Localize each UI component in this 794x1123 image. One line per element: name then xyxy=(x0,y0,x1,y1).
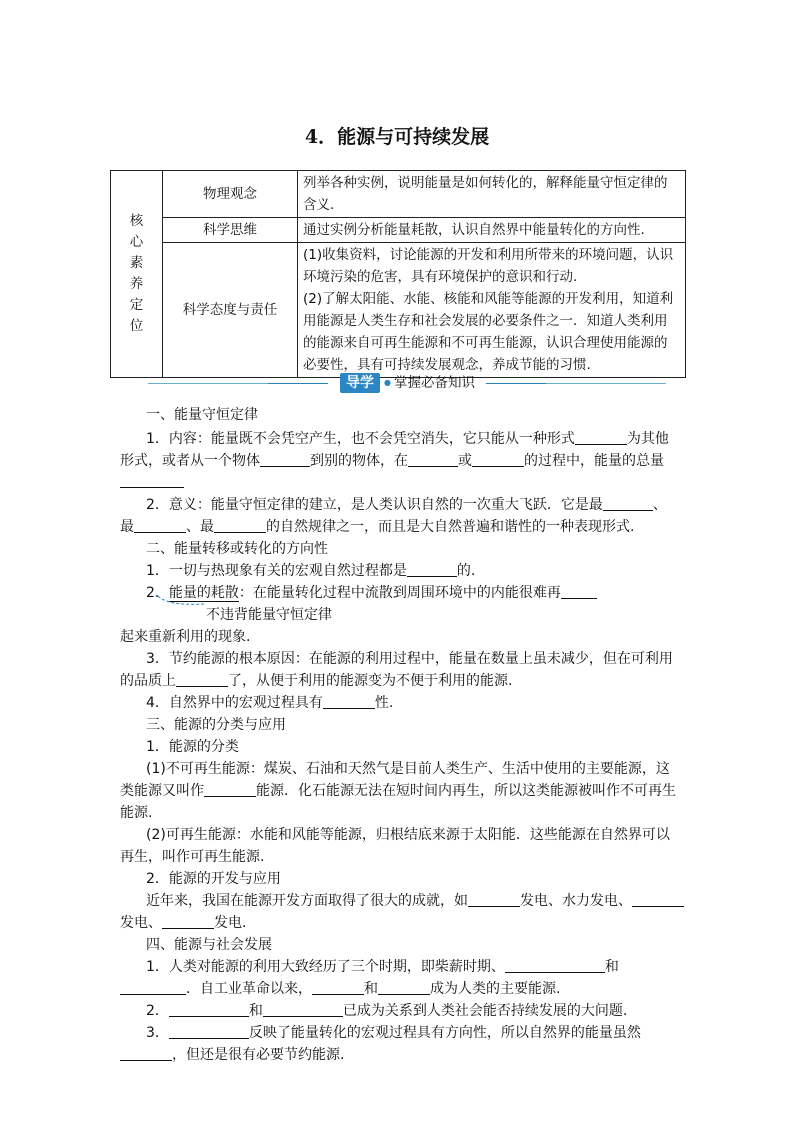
section-heading: 一、能量守恒定律 xyxy=(146,407,258,423)
paragraph-line: 发电、 发电. xyxy=(120,915,247,931)
bullet-dot-icon: ● xyxy=(384,378,391,387)
answer-blank[interactable] xyxy=(169,1001,249,1017)
answer-blank[interactable] xyxy=(561,583,597,599)
banner-rule-left xyxy=(148,383,268,384)
description-physics-concept: 列举各种实例，说明能量是如何转化的，解释能量守恒定律的 含义. xyxy=(298,171,686,218)
answer-blank[interactable] xyxy=(632,891,684,907)
banner-rule-right-dark xyxy=(486,383,546,384)
paragraph-line: 2．能量的耗散：在能量转化过程中流散到周围环境中的内能很难再 xyxy=(146,582,597,602)
answer-blank[interactable] xyxy=(603,495,653,511)
answer-blank[interactable] xyxy=(169,1023,249,1039)
paragraph-line: (1)不可再生能源：煤炭、石油和天然气是目前人类生产、生活中使用的主要能源，这 xyxy=(146,761,670,777)
banner-tag: 导学 xyxy=(340,373,380,393)
paragraph-line: 1．内容：能量既不会凭空产生，也不会凭空消失，它只能从一种形式 为其他 xyxy=(146,431,669,447)
paragraph-line: 2． 和 已成为关系到人类社会能否持续发展的大问题. xyxy=(146,1003,628,1019)
banner-rule-right xyxy=(546,383,666,384)
paragraph-line: 近年来，我国在能源开发方面取得了很大的成就，如 发电、水力发电、 xyxy=(146,890,684,910)
answer-blank[interactable] xyxy=(312,979,364,995)
paragraph-line: (2)可再生能源：水能和风能等能源，归根结底来源于太阳能．这些能源在自然界可以 xyxy=(146,827,670,843)
answer-blank[interactable] xyxy=(263,1001,343,1017)
paragraph-line: 1．人类对能源的利用大致经历了三个时期，即柴薪时期、 和 xyxy=(146,959,619,975)
category-physics-concept: 物理观念 xyxy=(163,171,298,218)
answer-blank[interactable] xyxy=(575,429,627,445)
subheading: 2．能源的开发与应用 xyxy=(146,871,281,887)
core-literacy-table xyxy=(110,170,686,378)
paragraph-line: ．自工业革命以来， 和 成为人类的主要能源. xyxy=(120,978,560,998)
annotation-arrow-icon xyxy=(156,596,208,612)
answer-blank[interactable] xyxy=(468,891,520,907)
page-title: 4．能源与可持续发展 xyxy=(304,126,490,148)
key-term: 能量的耗散 xyxy=(168,585,239,601)
answer-blank[interactable] xyxy=(204,781,256,797)
paragraph-line: 最 、最 的自然规律之一，而且是大自然普遍和谐性的一种表现形式. xyxy=(120,519,635,535)
answer-blank[interactable] xyxy=(472,451,524,467)
paragraph-line: 形式，或者从一个物体 到别的物体，在 或 的过程中，能量的总量 xyxy=(120,453,664,469)
paragraph-line: 再生，叫作可再生能源. xyxy=(120,849,265,865)
answer-blank[interactable] xyxy=(120,472,184,488)
answer-blank[interactable] xyxy=(260,451,310,467)
description-scientific-attitude: (1)收集资料，讨论能源的开发和利用所带来的环境问题，认识 环境污染的危害，具有环境保护的意识和行动. (2)了解太阳能、水能、核能和风能等能源的开发利用，知道利 用能源是人类生存和社会发展的必要条件之一．知道人类利用 的能源来自可再生能源和不可再生能源，认识合理使用能源的 必要性，具有可持续发展观念，养成节能的习惯. xyxy=(298,243,686,378)
paragraph-line: 3．节约能源的根本原因：在能源的利用过程中，能量在数量上虽未减少，但在可利用 xyxy=(146,651,673,667)
section-heading: 四、能源与社会发展 xyxy=(146,937,272,953)
paragraph-line: 4．自然界中的宏观过程具有 性. xyxy=(146,695,394,711)
paragraph-line: 3． 反映了能量转化的宏观过程具有方向性，所以自然界的能量虽然 xyxy=(146,1025,641,1041)
annotation-note: 不违背能量守恒定律 xyxy=(206,604,332,624)
paragraph-line: 的品质上 了，从便于利用的能源变为不便于利用的能源. xyxy=(120,673,513,689)
paragraph-line: 起来重新利用的现象. xyxy=(120,629,251,645)
paragraph-line xyxy=(120,472,184,490)
description-scientific-thinking: 通过实例分析能量耗散，认识自然界中能量转化的方向性. xyxy=(298,218,686,243)
banner-subtitle: 掌握必备知识 xyxy=(394,375,475,391)
category-scientific-attitude: 科学态度与责任 xyxy=(163,243,298,378)
answer-blank[interactable] xyxy=(214,517,266,533)
answer-blank[interactable] xyxy=(162,913,214,929)
answer-blank[interactable] xyxy=(407,561,457,577)
answer-blank[interactable] xyxy=(505,957,605,973)
answer-blank[interactable] xyxy=(134,517,186,533)
paragraph-line: 1．一切与热现象有关的宏观自然过程都是 的. xyxy=(146,563,476,579)
banner-rule-left-dark xyxy=(268,383,328,384)
paragraph-line: 能源. xyxy=(120,805,153,821)
answer-blank[interactable] xyxy=(176,671,228,687)
paragraph-line: 类能源又叫作 能源．化石能源无法在短时间内再生，所以这类能源被叫作不可再生 xyxy=(120,783,676,799)
section-heading: 二、能量转移或转化的方向性 xyxy=(146,541,328,557)
paragraph-line: ，但还是很有必要节约能源. xyxy=(120,1044,344,1064)
section-banner xyxy=(148,373,666,393)
category-scientific-thinking: 科学思维 xyxy=(163,218,298,243)
answer-blank[interactable] xyxy=(120,1045,172,1061)
answer-blank[interactable] xyxy=(378,979,430,995)
paragraph-line: 2．意义：能量守恒定律的建立，是人类认识自然的一次重大飞跃．它是最 、 xyxy=(146,497,667,513)
subheading: 1．能源的分类 xyxy=(146,739,239,755)
answer-blank[interactable] xyxy=(408,451,458,467)
answer-blank[interactable] xyxy=(120,979,186,995)
core-literacy-label: 核 心 素 养 定 位 xyxy=(111,171,163,378)
section-heading: 三、能源的分类与应用 xyxy=(146,717,286,733)
answer-blank[interactable] xyxy=(323,693,375,709)
